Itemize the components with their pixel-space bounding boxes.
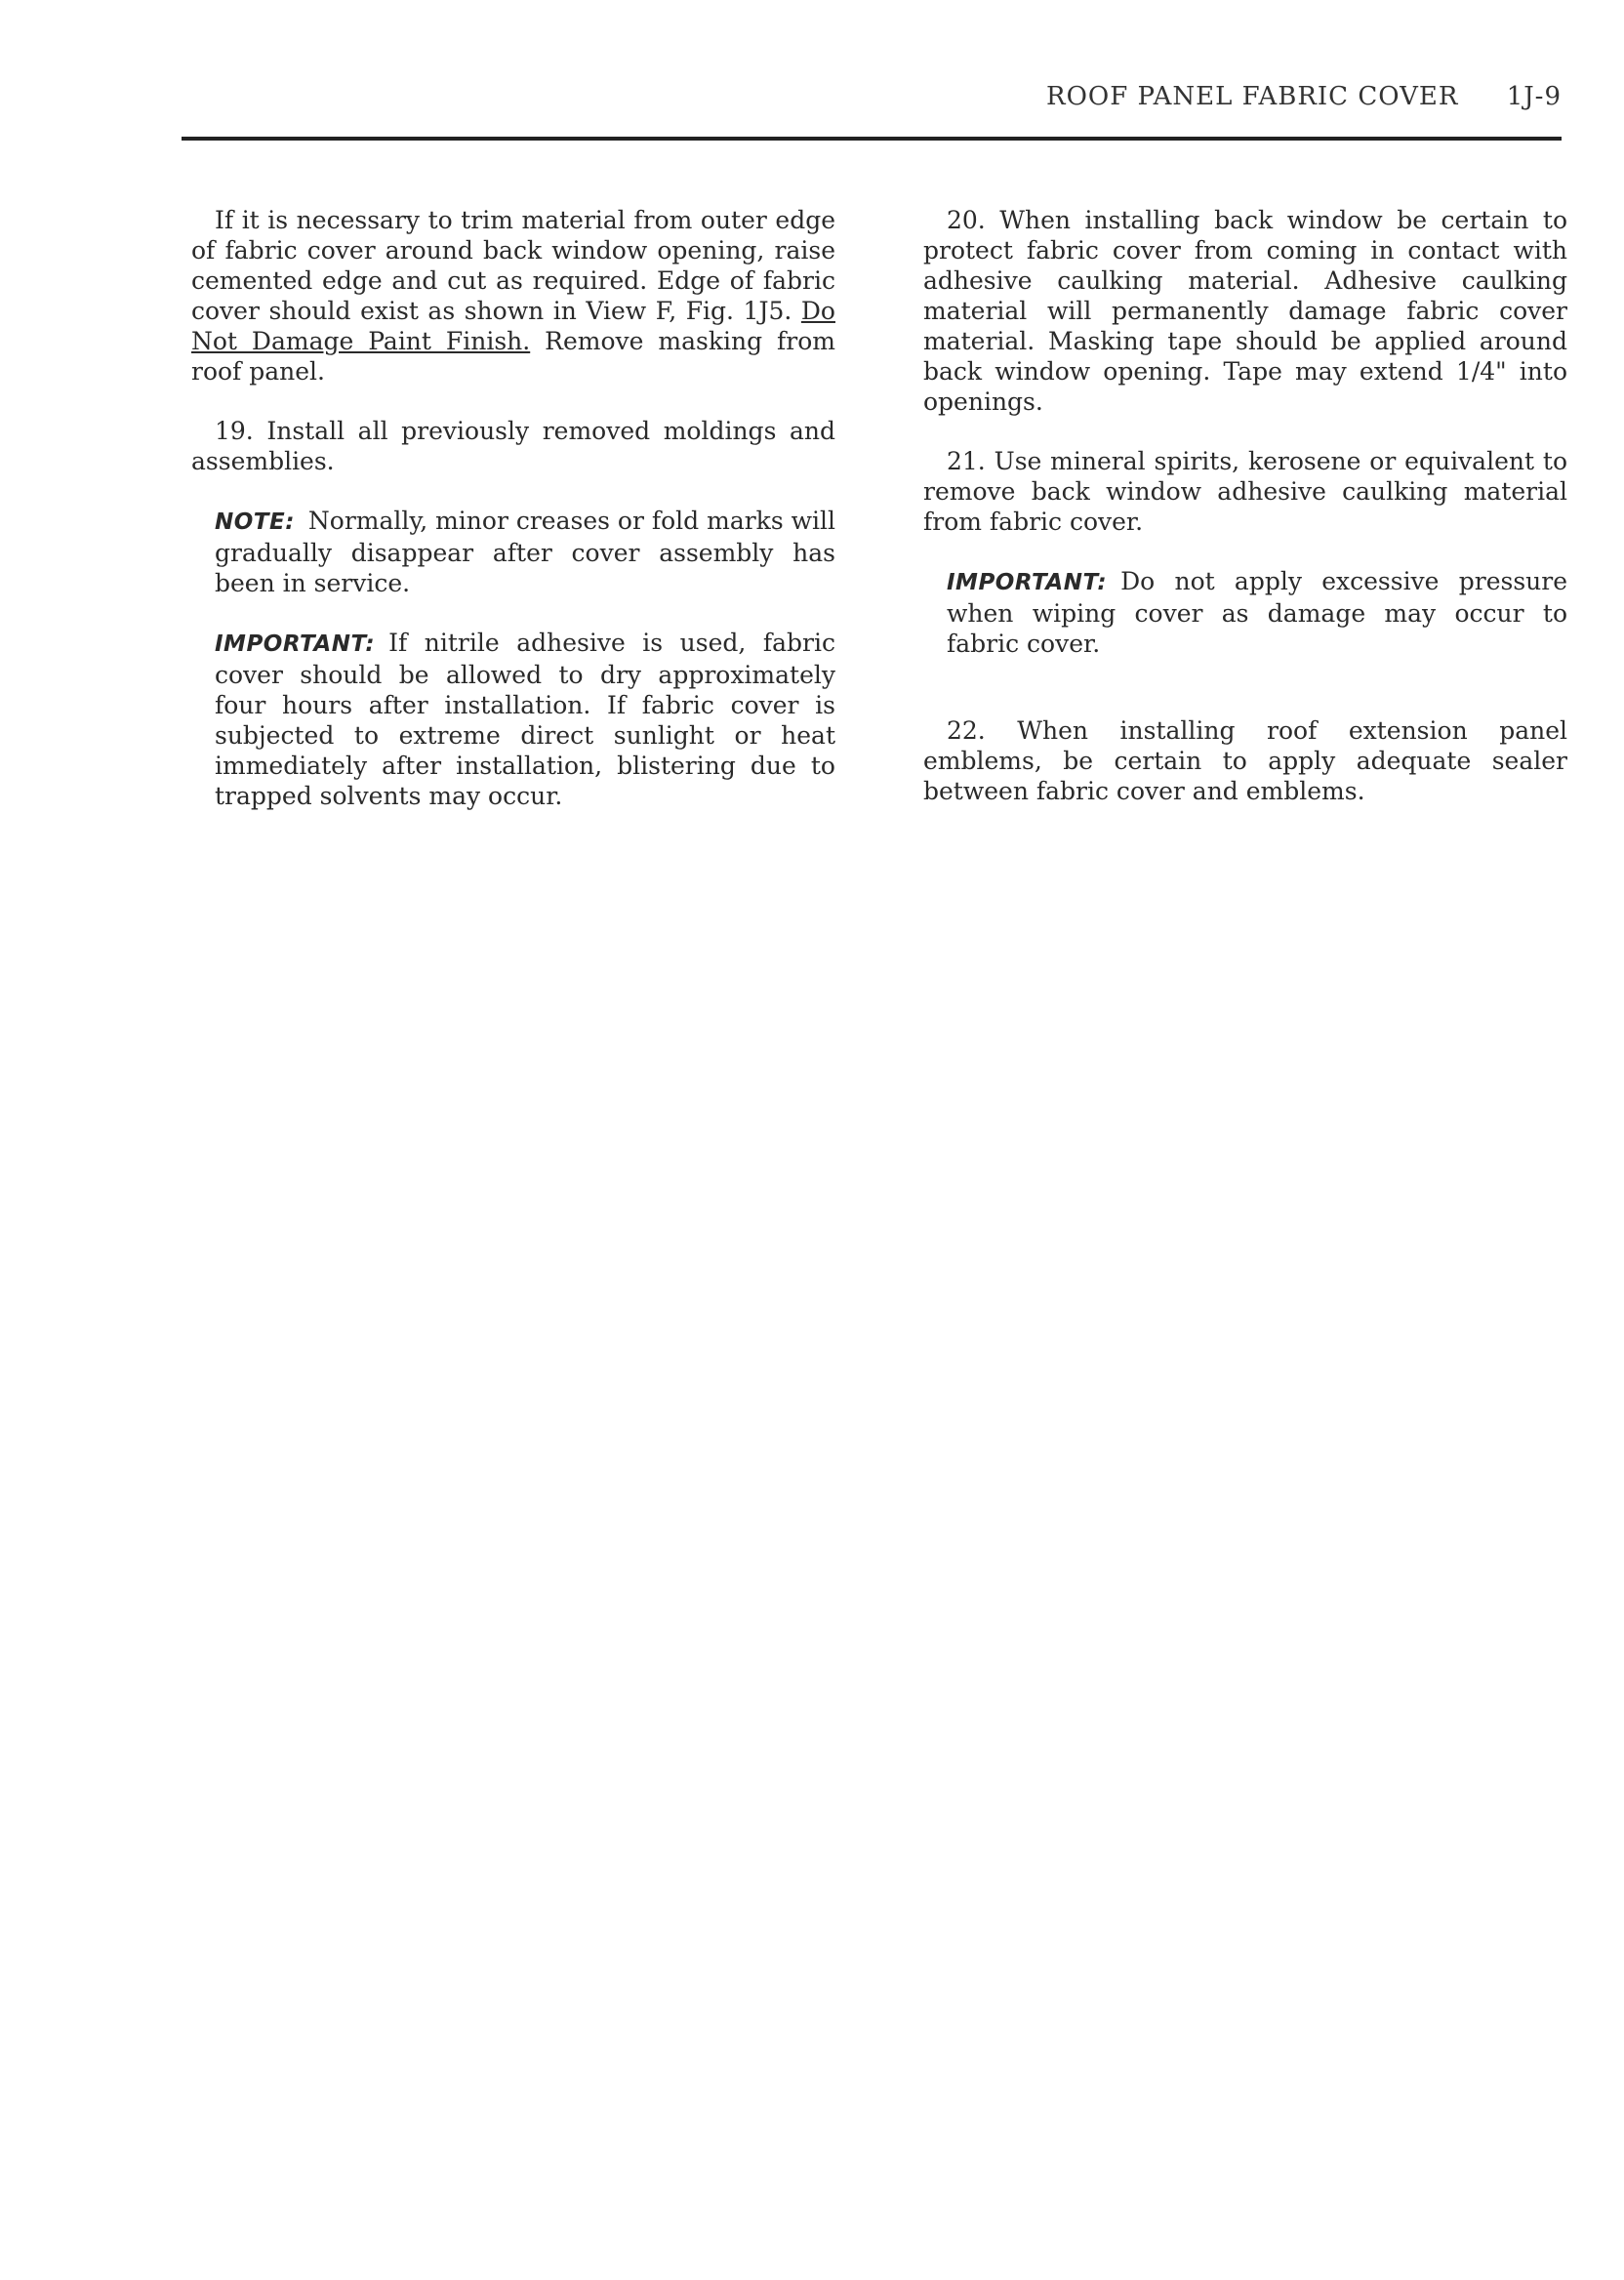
paint-warning: Do Not Damage Paint Finish.	[191, 297, 835, 355]
step-22-text: 22. When installing roof extension panel emblems, be certain to apply adequate sealer between fabric cover and emblems.	[923, 716, 1567, 805]
left-column	[191, 205, 835, 840]
note-paragraph	[191, 506, 835, 598]
step-19	[191, 416, 835, 476]
note-label: NOTE:	[215, 509, 295, 535]
header-rule	[182, 137, 1562, 141]
trim-text: If it is necessary to trim material from outer edge of fabric cover around back window opening, raise cemented edge and cut as required. Edge of fabric cover should exist as shown in View F, Fig. 1J5.	[191, 206, 835, 325]
important-paragraph-left	[191, 628, 835, 811]
section-title: ROOF PANEL FABRIC COVER	[1046, 82, 1459, 111]
step-20	[923, 205, 1567, 417]
important-paragraph-right	[923, 566, 1567, 659]
step-20-text: 20. When installing back window be certain to protect fabric cover from coming in contact with adhesive caulking material. Adhesive caulking material will permanently damage fabric cover material. Masking tape should be applied around back window opening. Tape may extend 1/4" into openings.	[923, 206, 1567, 416]
trim-text-end: Remove masking from roof panel.	[191, 327, 835, 386]
note-text: Normally, minor creases or fold marks will gradually disappear after cover assembly has been in service.	[215, 507, 835, 597]
step-21	[923, 446, 1567, 537]
important-label: IMPORTANT:	[215, 631, 376, 657]
important-text: If nitrile adhesive is used, fabric cover should be allowed to dry approximately four hours after installation. If fabric cover is subjected to extreme direct sunlight or heat immediately after installation, blistering due to trapped solvents may occur.	[215, 629, 835, 810]
step-22	[923, 715, 1567, 806]
right-column	[923, 205, 1567, 835]
page-header	[976, 82, 1562, 111]
important-label: IMPORTANT:	[947, 570, 1108, 595]
trim-instruction-paragraph	[191, 205, 835, 387]
step-19-text: 19. Install all previously removed moldings and assemblies.	[191, 417, 835, 475]
page-number: 1J-9	[1506, 82, 1562, 111]
step-21-text: 21. Use mineral spirits, kerosene or equivalent to remove back window adhesive caulking material from fabric cover.	[923, 447, 1567, 536]
important-text: Do not apply excessive pressure when wiping cover as damage may occur to fabric cover.	[947, 567, 1567, 658]
